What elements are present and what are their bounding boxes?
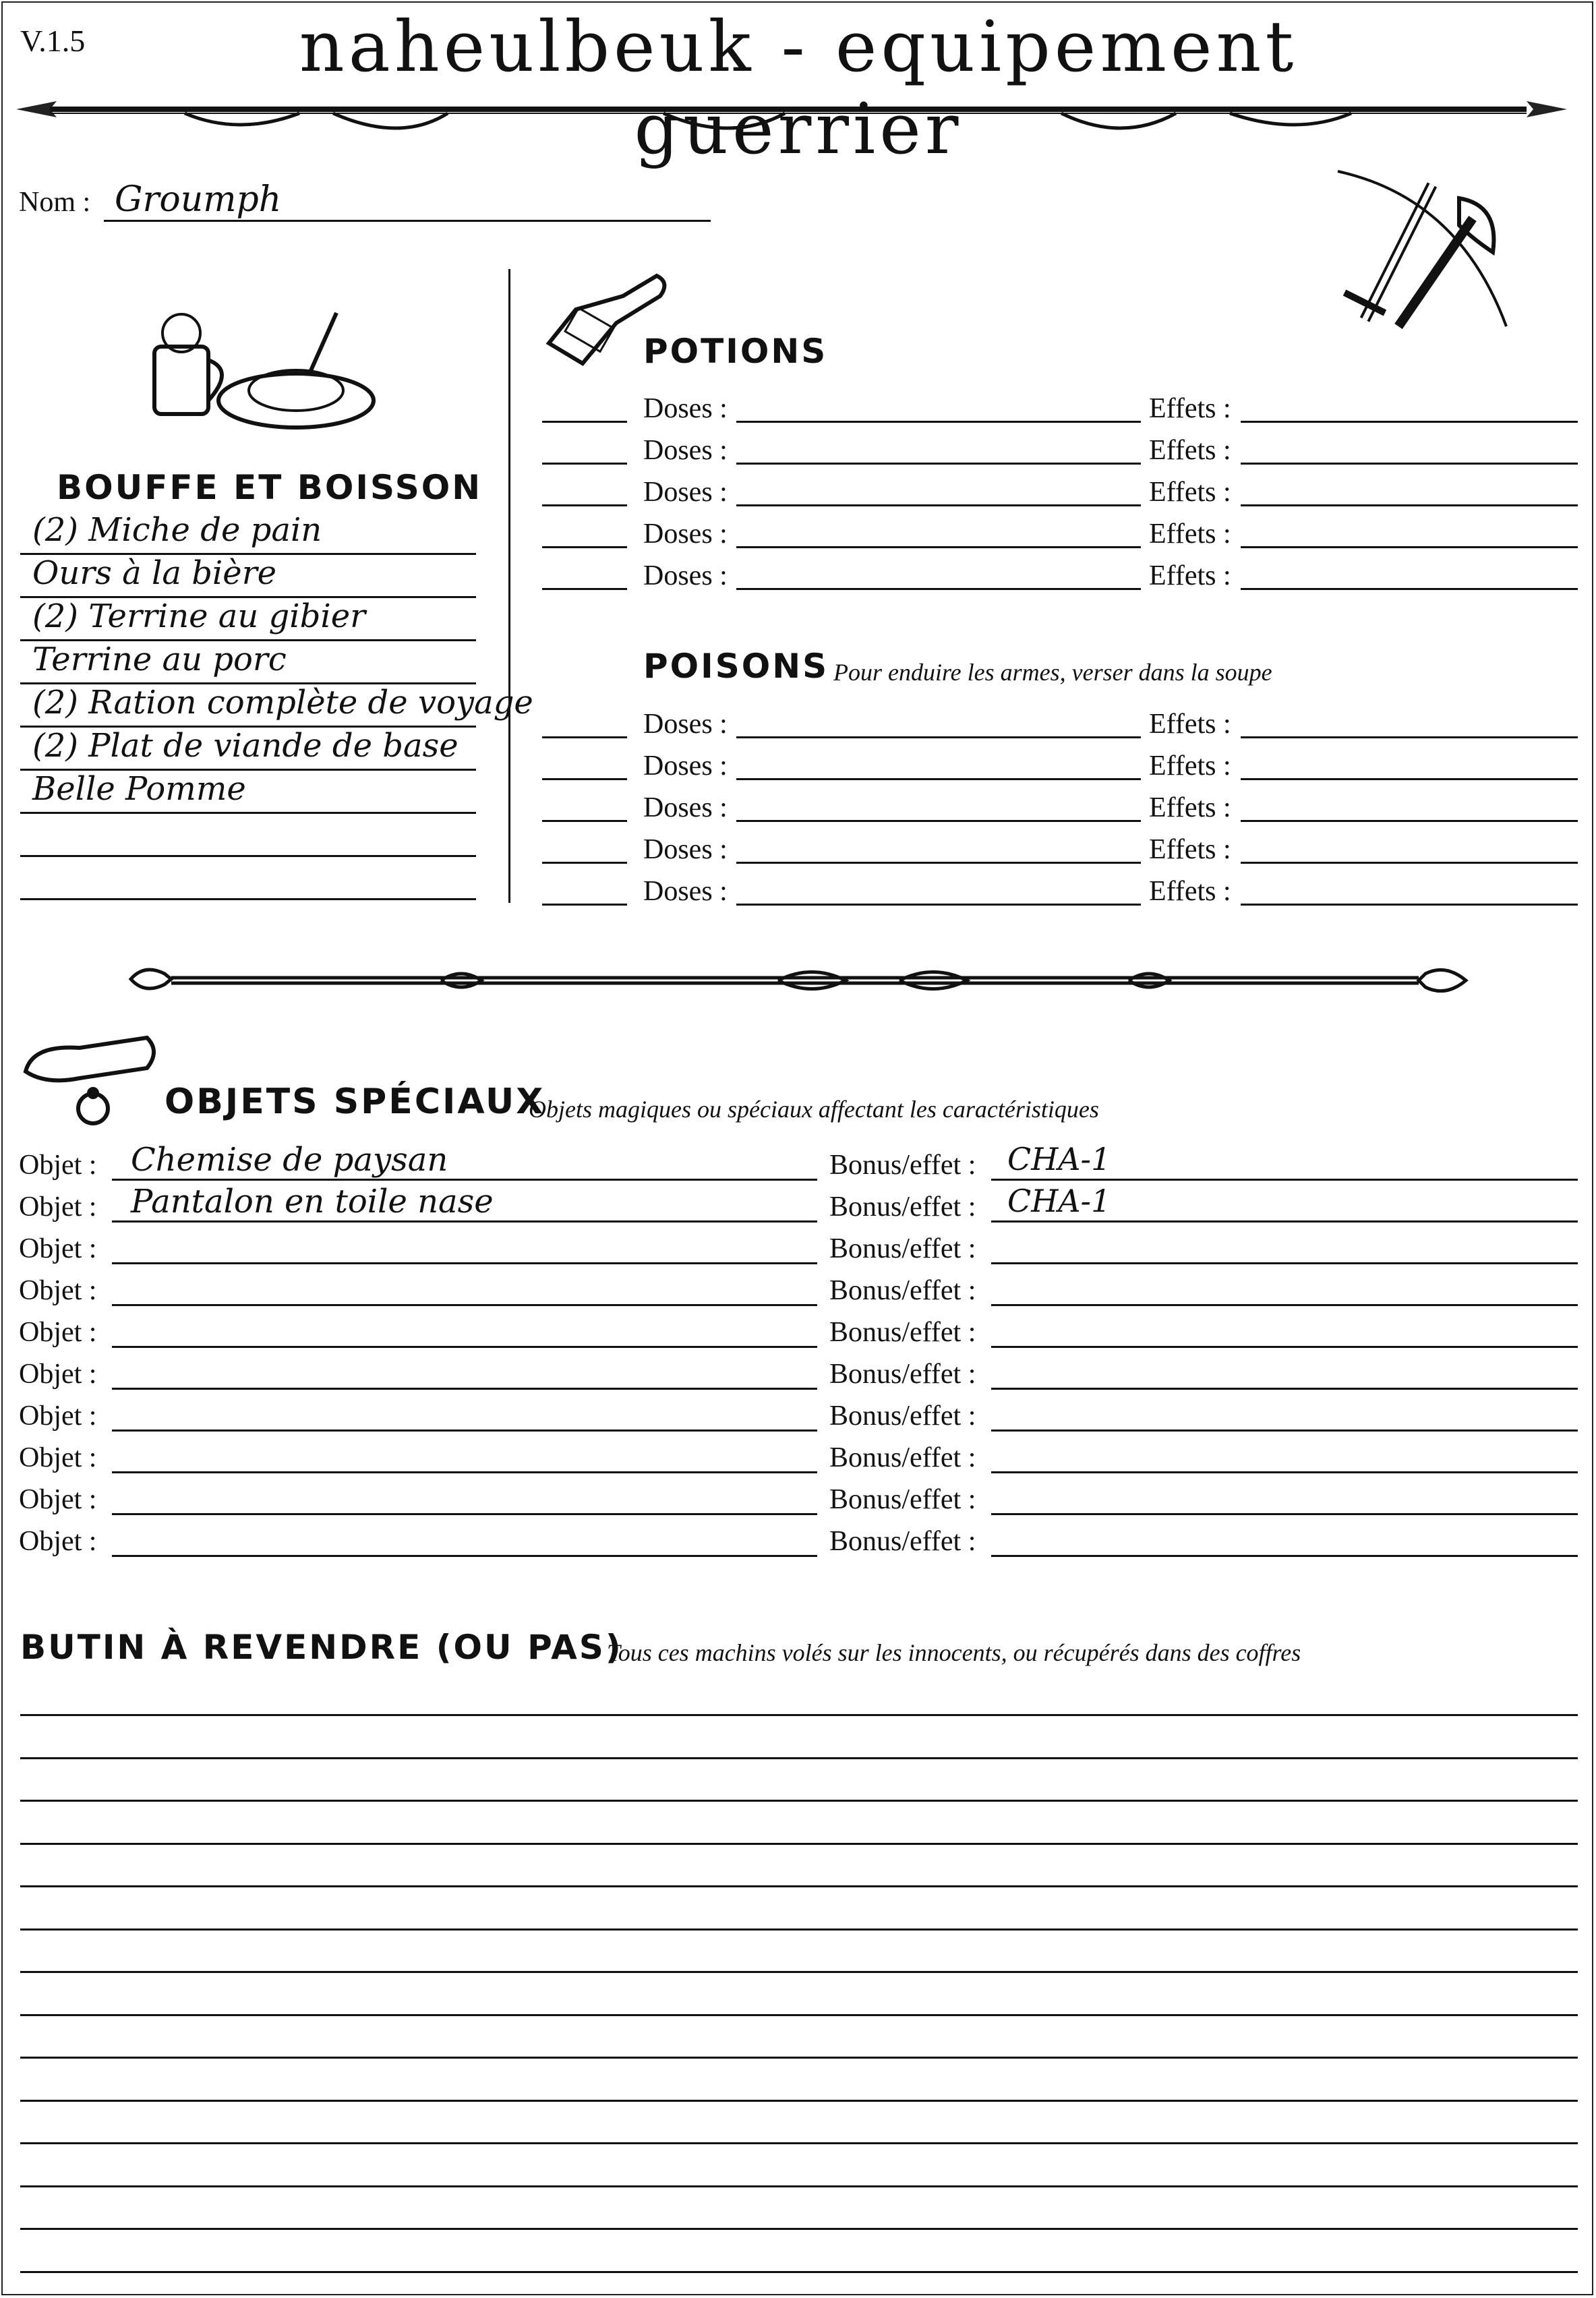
objet-line [112, 1220, 817, 1222]
poisons-heading: POISONS [643, 647, 829, 686]
poisons-effets-label: Effets : [1149, 792, 1231, 823]
bonus-line [991, 1388, 1578, 1390]
potions-effets-label: Effets : [1149, 477, 1231, 508]
objet-label: Objet : [19, 1275, 97, 1306]
objet-line [112, 1388, 817, 1390]
potions-effets-field[interactable] [1241, 463, 1578, 465]
poisons-doses-field[interactable] [736, 820, 1141, 822]
poisons-effets-field[interactable] [1241, 736, 1578, 738]
poisons-effets-field[interactable] [1241, 778, 1578, 780]
bonus-line [991, 1346, 1578, 1348]
food-item-line [20, 898, 476, 900]
potions-qty-line [542, 463, 627, 465]
bonus-label: Bonus/effet : [829, 1442, 976, 1473]
bonus-line [991, 1471, 1578, 1473]
poisons-doses-field[interactable] [736, 904, 1141, 906]
poisons-qty-line [542, 778, 627, 780]
special-subtitle: Objets magiques ou spéciaux affectant les caractéristiques [529, 1096, 1099, 1123]
food-item[interactable]: Belle Pomme [32, 770, 246, 808]
objet-line [112, 1346, 817, 1348]
objet-line [112, 1430, 817, 1432]
potions-doses-label: Doses : [643, 560, 728, 591]
potions-doses-label: Doses : [643, 393, 728, 424]
name-label: Nom : [19, 187, 91, 218]
poisons-doses-label: Doses : [643, 876, 728, 907]
poisons-doses-field[interactable] [736, 778, 1141, 780]
poisons-effets-label: Effets : [1149, 750, 1231, 782]
potions-qty-line [542, 504, 627, 506]
loot-line[interactable] [20, 2014, 1578, 2016]
bonus-label: Bonus/effet : [829, 1317, 976, 1348]
loot-line[interactable] [20, 2185, 1578, 2187]
objet-line [112, 1304, 817, 1306]
special-heading: OBJETS SPÉCIAUX [165, 1082, 545, 1122]
loot-line[interactable] [20, 1843, 1578, 1845]
objet-line [112, 1471, 817, 1473]
bonus-line [991, 1262, 1578, 1264]
bonus-label: Bonus/effet : [829, 1484, 976, 1515]
loot-line[interactable] [20, 1757, 1578, 1759]
poisons-effets-label: Effets : [1149, 876, 1231, 907]
objet-line [112, 1555, 817, 1557]
loot-heading: BUTIN À REVENDRE (OU PAS) [20, 1628, 623, 1667]
loot-line[interactable] [20, 1714, 1578, 1716]
potions-effets-label: Effets : [1149, 560, 1231, 591]
poisons-effets-field[interactable] [1241, 820, 1578, 822]
potions-effets-field[interactable] [1241, 421, 1578, 423]
poisons-effets-label: Effets : [1149, 709, 1231, 740]
poisons-subtitle: Pour enduire les armes, verser dans la soupe [833, 659, 1272, 686]
objet-label: Objet : [19, 1359, 97, 1390]
objet-value[interactable]: Pantalon en toile nase [131, 1183, 494, 1220]
poisons-doses-label: Doses : [643, 792, 728, 823]
food-item[interactable]: Terrine au porc [32, 641, 287, 678]
bonus-line [991, 1555, 1578, 1557]
poisons-doses-field[interactable] [736, 736, 1141, 738]
potions-doses-field[interactable] [736, 421, 1141, 423]
potions-doses-label: Doses : [643, 477, 728, 508]
potions-qty-line [542, 588, 627, 590]
bonus-label: Bonus/effet : [829, 1150, 976, 1181]
food-plate-icon [141, 306, 377, 434]
loot-line[interactable] [20, 1971, 1578, 1973]
loot-line[interactable] [20, 2271, 1578, 2273]
bonus-label: Bonus/effet : [829, 1526, 976, 1557]
bonus-line [991, 1513, 1578, 1515]
poisons-effets-field[interactable] [1241, 862, 1578, 864]
poisons-effets-field[interactable] [1241, 904, 1578, 906]
potions-doses-field[interactable] [736, 546, 1141, 548]
bonus-line [991, 1304, 1578, 1306]
bonus-label: Bonus/effet : [829, 1191, 976, 1222]
spear-divider-top [16, 89, 1567, 143]
loot-line[interactable] [20, 1928, 1578, 1931]
bonus-line [991, 1220, 1578, 1222]
loot-line[interactable] [20, 1885, 1578, 1887]
potions-qty-line [542, 546, 627, 548]
food-item[interactable]: (2) Plat de viande de base [32, 727, 459, 765]
potions-doses-field[interactable] [736, 463, 1141, 465]
food-item-line [20, 812, 476, 814]
character-sheet [1, 1, 1593, 2295]
name-value[interactable]: Groumph [115, 179, 282, 220]
potions-effets-label: Effets : [1149, 393, 1231, 424]
objet-label: Objet : [19, 1150, 97, 1181]
poisons-doses-label: Doses : [643, 834, 728, 865]
potions-effets-field[interactable] [1241, 546, 1578, 548]
bonus-label: Bonus/effet : [829, 1401, 976, 1432]
objet-label: Objet : [19, 1442, 97, 1473]
potions-doses-label: Doses : [643, 435, 728, 466]
potions-heading: POTIONS [643, 332, 828, 371]
bonus-line [991, 1430, 1578, 1432]
name-line [104, 220, 711, 222]
food-heading: BOUFFE ET BOISSON [57, 468, 483, 507]
potions-effets-field[interactable] [1241, 504, 1578, 506]
potions-effets-label: Effets : [1149, 519, 1231, 550]
potions-doses-field[interactable] [736, 504, 1141, 506]
poisons-doses-label: Doses : [643, 709, 728, 740]
bonus-value[interactable]: CHA-1 [1007, 1141, 1111, 1177]
food-item[interactable]: (2) Ration complète de voyage [32, 684, 533, 721]
food-item[interactable]: Ours à la bière [32, 554, 277, 592]
column-divider [508, 269, 510, 903]
bonus-label: Bonus/effet : [829, 1233, 976, 1264]
bonus-label: Bonus/effet : [829, 1275, 976, 1306]
poisons-doses-label: Doses : [643, 750, 728, 782]
food-item[interactable]: (2) Miche de pain [32, 511, 322, 549]
poisons-qty-line [542, 820, 627, 822]
potions-doses-label: Doses : [643, 519, 728, 550]
poisons-qty-line [542, 736, 627, 738]
objet-label: Objet : [19, 1526, 97, 1557]
potions-effets-field[interactable] [1241, 588, 1578, 590]
loot-line[interactable] [20, 2228, 1578, 2230]
bonus-label: Bonus/effet : [829, 1359, 976, 1390]
bonus-value[interactable]: CHA-1 [1007, 1183, 1111, 1219]
food-item-line [20, 855, 476, 857]
objet-label: Objet : [19, 1401, 97, 1432]
objet-label: Objet : [19, 1317, 97, 1348]
objet-line [112, 1513, 817, 1515]
bonus-line [991, 1179, 1578, 1181]
weapons-icon [1324, 158, 1527, 340]
potions-qty-line [542, 421, 627, 423]
scroll-ring-icon [19, 1031, 160, 1132]
objet-label: Objet : [19, 1484, 97, 1515]
loot-line[interactable] [20, 1800, 1578, 1802]
potions-doses-field[interactable] [736, 588, 1141, 590]
loot-line[interactable] [20, 2142, 1578, 2144]
loot-line[interactable] [20, 2057, 1578, 2059]
food-item[interactable]: (2) Terrine au gibier [32, 597, 366, 635]
objet-value[interactable]: Chemise de paysan [131, 1141, 448, 1179]
staff-divider [131, 960, 1466, 1001]
poisons-qty-line [542, 904, 627, 906]
poisons-qty-line [542, 862, 627, 864]
poisons-doses-field[interactable] [736, 862, 1141, 864]
poisons-effets-label: Effets : [1149, 834, 1231, 865]
objet-label: Objet : [19, 1191, 97, 1222]
page-title: naheulbeuk - equipement guerrier [299, 5, 1298, 170]
loot-subtitle: Tous ces machins volés sur les innocents, ou récupérés dans des coffres [607, 1639, 1301, 1666]
objet-label: Objet : [19, 1233, 97, 1264]
potions-effets-label: Effets : [1149, 435, 1231, 466]
version-label: V.1.5 [20, 24, 86, 58]
objet-line [112, 1262, 817, 1264]
objet-line [112, 1179, 817, 1181]
loot-line[interactable] [20, 2100, 1578, 2102]
